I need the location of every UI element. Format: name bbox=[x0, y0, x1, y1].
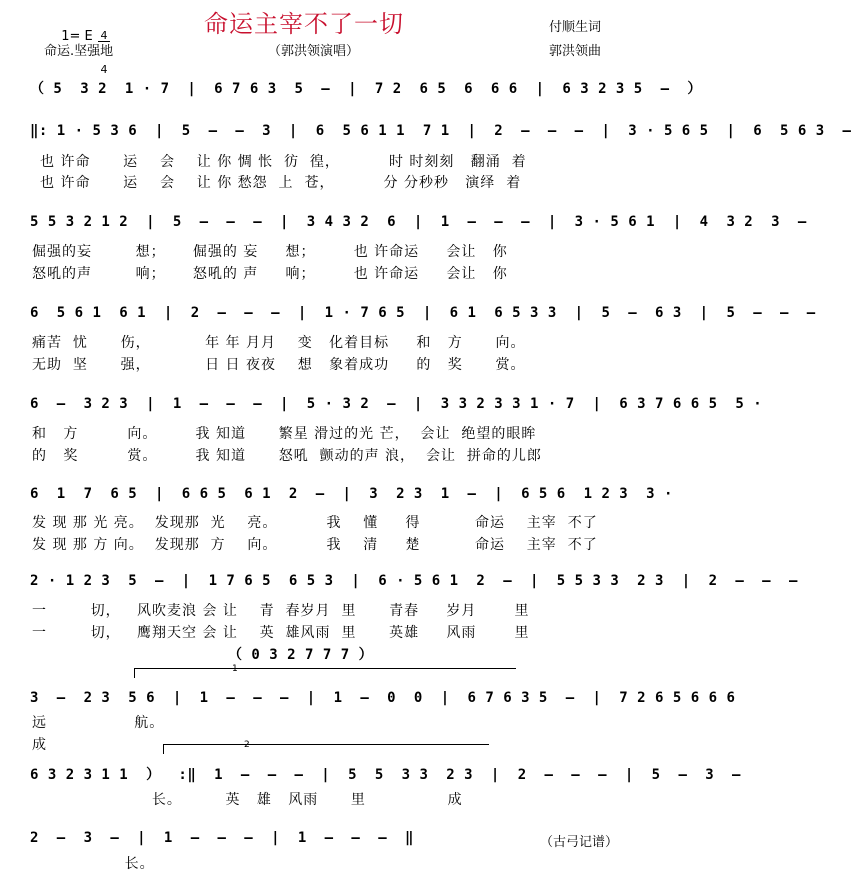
score-row-6-lyrics-1: 一 切， 风吹麦浪 会 让 青 春岁月 里 青春 岁月 里 bbox=[32, 603, 530, 619]
score-row-1-notes: ‖: 1 · 5 3 6 | 5 – – 3 | 6 5 6 1 1 7 1 | 2 – – – | 3 · 5 6 5 | 6 5 6 3 – bbox=[30, 123, 851, 139]
volta-1-bracket bbox=[134, 668, 516, 669]
score-row-1-lyrics-1: 也 许命 运 会 让 你 惆 怅 彷 徨， 时 时刻刻 翻涌 着 bbox=[40, 154, 527, 170]
score-row-2-lyrics-2: 怒吼的声 响； 怒吼的 声 响； 也 许命运 会让 你 bbox=[32, 266, 508, 282]
score-row-7-notes: 3 – 2 3 5 6 | 1 – – – | 1 – 0 0 | 6 7 6 3 5 – | 7 2 6 5 6 6 6 bbox=[30, 690, 736, 706]
mood-marking: 命运.坚强地 bbox=[44, 44, 114, 59]
key-label: 1= E bbox=[61, 29, 93, 44]
score-row-5-notes: 6 1 7 6 5 | 6 6 5 6 1 2 – | 3 2 3 1 – | 6 5 6 1 2 3 3 · bbox=[30, 486, 673, 502]
song-title: 命运主宰不了一切 bbox=[204, 10, 404, 38]
score-row-7-lyrics-1: 远 航。 bbox=[32, 715, 165, 731]
score-row-4-lyrics-1: 和 方 向。 我 知道 繁星 滑过的光 芒， 会让 绝望的眼眸 bbox=[32, 426, 537, 442]
time-signature-top: 4 bbox=[98, 30, 110, 42]
composer-credit: 郭洪领曲 bbox=[549, 44, 602, 59]
score-row-7-lyrics-2: 成 bbox=[32, 737, 47, 753]
score-row-0-notes: （ 5 3 2 1 · 7 | 6 7 6 3 5 – | 7 2 6 5 6 6 6 | 6 3 2 3 5 – ） bbox=[30, 81, 702, 97]
score-row-8-lyrics-1: 长。 英 雄 风雨 里 成 bbox=[32, 792, 463, 808]
score-row-9-lyrics-1: 长。 bbox=[32, 856, 155, 872]
score-row-6-lyrics-2: 一 切， 鹰翔天空 会 让 英 雄风雨 里 英雄 风雨 里 bbox=[32, 625, 530, 641]
volta-1-bracket-tick bbox=[134, 668, 135, 678]
score-row-3-lyrics-2: 无助 坚 强， 日 日 夜夜 想 象着成功 的 奖 赏。 bbox=[32, 357, 526, 373]
transcriber-credit: （古弓记谱） bbox=[540, 835, 619, 850]
score-row-3-lyrics-1: 痛苦 忧 伤， 年 年 月月 变 化着目标 和 方 向。 bbox=[32, 335, 526, 351]
volta-1-number: 1 bbox=[232, 664, 238, 674]
volta-2-number: 2 bbox=[244, 740, 250, 750]
score-row-3-notes: 6 5 6 1 6 1 | 2 – – – | 1 · 7 6 5 | 6 1 6 5 3 3 | 5 – 6 3 | 5 – – – bbox=[30, 305, 816, 321]
score-row-2-lyrics-1: 倔强的妄 想； 倔强的 妄 想； 也 许命运 会让 你 bbox=[32, 244, 508, 260]
singer-credit: （郭洪领演唱） bbox=[268, 44, 360, 59]
score-row-8-notes: 6 3 2 3 1 1 ） :‖ 1 – – – | 5 5 3 3 2 3 | 2 – – – | 5 – 3 – bbox=[30, 767, 741, 783]
score-row-5-lyrics-2: 发 现 那 方 向。 发现那 方 向。 我 清 楚 命运 主宰 不了 bbox=[32, 537, 598, 553]
score-row-4-lyrics-2: 的 奖 赏。 我 知道 怒吼 颤动的声 浪， 会让 拼命的儿郎 bbox=[32, 448, 542, 464]
score-row-1-lyrics-2: 也 许命 运 会 让 你 愁怨 上 苍， 分 分秒秒 演绎 着 bbox=[40, 175, 522, 191]
score-row-6-notes: 2 · 1 2 3 5 – | 1 7 6 5 6 5 3 | 6 · 5 6 1 2 – | 5 5 3 3 2 3 | 2 – – – bbox=[30, 573, 798, 589]
repeat-inner-notes: （ 0 3 2 7 7 7 ） bbox=[228, 647, 374, 663]
score-row-9-notes: 2 – 3 – | 1 – – – | 1 – – – ‖ bbox=[30, 830, 414, 846]
score-row-4-notes: 6 – 3 2 3 | 1 – – – | 5 · 3 2 – | 3 3 2 3 3 1 · 7 | 6 3 7 6 6 5 5 · bbox=[30, 396, 763, 412]
score-row-2-notes: 5 5 3 2 1 2 | 5 – – – | 3 4 3 2 6 | 1 – – – | 3 · 5 6 1 | 4 3 2 3 – bbox=[30, 214, 807, 230]
volta-2-bracket-tick bbox=[163, 744, 164, 754]
time-signature-bottom: 4 bbox=[100, 63, 108, 76]
volta-2-bracket bbox=[163, 744, 489, 745]
lyricist-credit: 付顺生词 bbox=[549, 20, 602, 35]
score-row-5-lyrics-1: 发 现 那 光 亮。 发现那 光 亮。 我 懂 得 命运 主宰 不了 bbox=[32, 515, 598, 531]
